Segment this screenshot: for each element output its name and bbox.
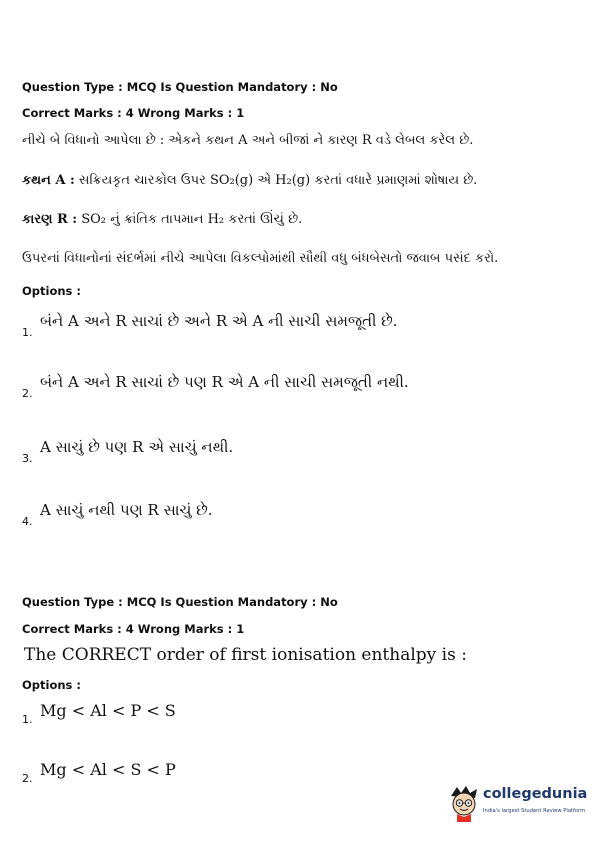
question-1-intro: નીચે બે વિધાનો આપેલા છે : એકને કથન A અને બીજાં ને કારણ R વડે લેબલ કરેલ છે. [22, 133, 474, 148]
question-1-option-3[interactable]: A સાચું છે પણ R એ સાચું નથી. [40, 438, 234, 456]
question-1-option-2[interactable]: બંને A અને R સાચાં છે પણ R એ A ની સાચી સમજૂતી નથી. [40, 373, 409, 391]
question-1-option-1-number: 1. [22, 326, 33, 339]
mascot-icon [447, 784, 481, 824]
question-1-option-3-number: 3. [22, 452, 33, 465]
question-1-instruction: ઉપરનાં વિધાનોનાં સંદર્ભમાં નીચે આપેલા વિકલ્પોમાંથી સૌથી વધુ બંધબેસતો જવાબ પસંદ કરો. [22, 251, 499, 266]
question-1-type: Question Type : MCQ Is Question Mandatory : No [22, 80, 338, 94]
reason-text: SO₂ નું ક્રાંતિક તાપમાન H₂ કરતાં ઊંચું છે. [81, 212, 303, 227]
question-2-option-1[interactable]: Mg < Al < P < S [40, 701, 176, 720]
logo-tagline: India's largest Student Review Platform [483, 808, 586, 814]
question-2-marks: Correct Marks : 4 Wrong Marks : 1 [22, 622, 245, 636]
question-2-type: Question Type : MCQ Is Question Mandatory : No [22, 595, 338, 609]
question-1-option-2-number: 2. [22, 387, 33, 400]
assertion-text: સક્રિયકૃત ચારકોલ ઉપર SO₂(g) એ H₂(g) કરતાં વધારે પ્રમાણમાં શોષાય છે. [78, 173, 478, 188]
assertion-label: કથન A : [22, 173, 75, 188]
question-1-option-4[interactable]: A સાચું નથી પણ R સાચું છે. [40, 501, 213, 519]
question-2-option-1-number: 1. [22, 713, 33, 726]
question-2-option-2-number: 2. [22, 772, 33, 785]
question-1-option-4-number: 4. [22, 515, 33, 528]
question-1-reason [22, 212, 302, 227]
logo-brand-text: collegedunia [483, 786, 588, 802]
question-1-assertion [22, 173, 477, 188]
question-1-option-1[interactable]: બંને A અને R સાચાં છે અને R એ A ની સાચી સમજૂતી છે. [40, 312, 398, 330]
question-2-options-label: Options : [22, 678, 81, 692]
question-1-options-label: Options : [22, 284, 81, 298]
collegedunia-logo[interactable] [447, 782, 588, 826]
question-1-marks: Correct Marks : 4 Wrong Marks : 1 [22, 106, 245, 120]
reason-label: કારણ R : [22, 212, 78, 227]
question-2-option-2[interactable]: Mg < Al < S < P [40, 760, 176, 779]
question-2-text: The CORRECT order of first ionisation enthalpy is : [24, 645, 467, 665]
